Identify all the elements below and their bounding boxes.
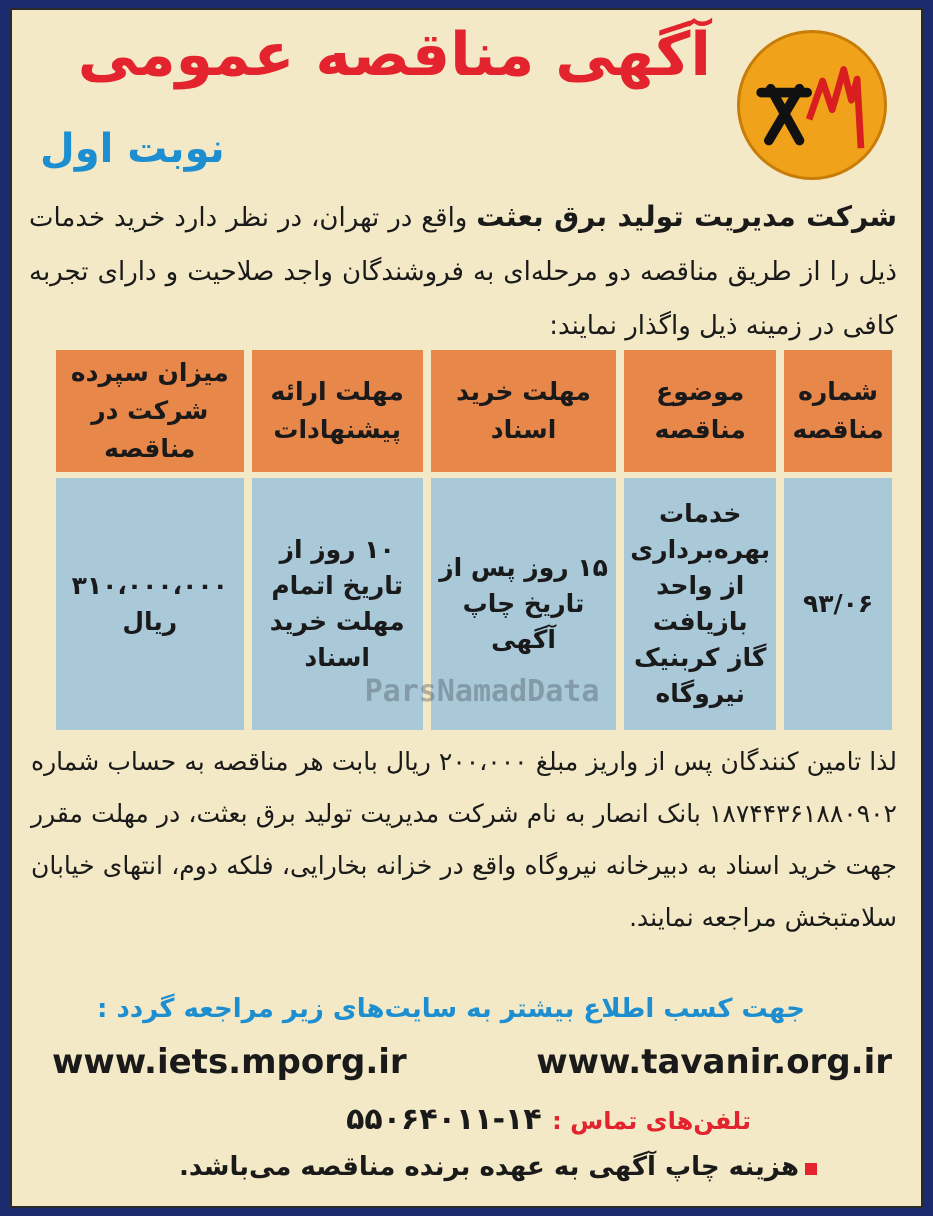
contact-phone-number: ۱۴-۵۵۰۶۴۰۱۱ xyxy=(346,1102,542,1137)
header-purchase-deadline: مهلت خرید اسناد xyxy=(431,350,616,472)
website-link[interactable]: www.iets.mporg.ir xyxy=(52,1042,407,1082)
cell-purchase-deadline: ۱۵ روز پس از تاریخ چاپ آگهی xyxy=(431,478,616,730)
header-tender-subject: موضوع مناقصه xyxy=(624,350,776,472)
cell-deposit: ۳۱۰،۰۰۰،۰۰۰ ریال xyxy=(56,478,244,730)
table-header-row xyxy=(56,350,892,472)
cell-submission-deadline: ۱۰ روز از تاریخ اتمام مهلت خرید اسناد xyxy=(252,478,423,730)
company-name: شرکت مدیریت تولید برق بعثت xyxy=(476,200,897,233)
instructions-paragraph: لذا تامین کنندگان پس از واریز مبلغ ۲۰۰،۰۰۰ ریال بابت هر مناقصه به حساب شماره ۱۸۷۴۴۳۶۱۸۸۰۹۰۲ بانک انصار به نام شرکت مدیریت تولید برق بعثت، در مهلت مقرر جهت خرید اسناد به دبیرخانه نیروگاه واقع در خزانه بخارایی، فلکه دوم، انتهای خیابان سلامتبخش مراجعه نمایند. xyxy=(31,747,897,932)
bullet-icon xyxy=(805,1163,817,1175)
cell-tender-number: ۹۳/۰۶ xyxy=(784,478,892,730)
footer-note-text: هزینه چاپ آگهی به عهده برنده مناقصه می‌باشد. xyxy=(178,1152,799,1182)
header-submission-deadline: مهلت ارائه پیشنهادات xyxy=(252,350,423,472)
watermark: ParsNamadData xyxy=(364,674,600,709)
header-tender-number: شماره مناقصه xyxy=(784,350,892,472)
website-link[interactable]: www.tavanir.org.ir xyxy=(536,1042,892,1082)
header-deposit: میزان سپرده شرکت در مناقصه xyxy=(56,350,244,472)
cell-tender-subject: خدمات بهره‌برداری از واحد بازیافت گاز کربنیک نیروگاه xyxy=(624,478,776,730)
intro-paragraph xyxy=(29,190,897,353)
intro-text: واقع در تهران، در نظر دارد خرید خدمات ذیل را از طریق مناقصه دو مرحله‌ای به فروشندگان واجد صلاحیت و دارای تجربه کافی در زمینه ذیل واگذار نمایند: xyxy=(29,203,897,341)
contact-label: تلفن‌های تماس : xyxy=(552,1107,751,1135)
footer-note xyxy=(179,1152,817,1182)
edition-label: نوبت اول xyxy=(40,126,225,172)
tender-advertisement xyxy=(10,8,923,1208)
websites xyxy=(52,1042,892,1082)
page-title: آگهی مناقصه عمومی xyxy=(77,20,711,90)
contact-phones xyxy=(346,1102,751,1137)
more-info-line: جهت کسب اطلاع بیشتر به سایت‌های زیر مراجعه گردد : xyxy=(97,994,805,1024)
electric-company-logo-icon xyxy=(737,30,887,180)
